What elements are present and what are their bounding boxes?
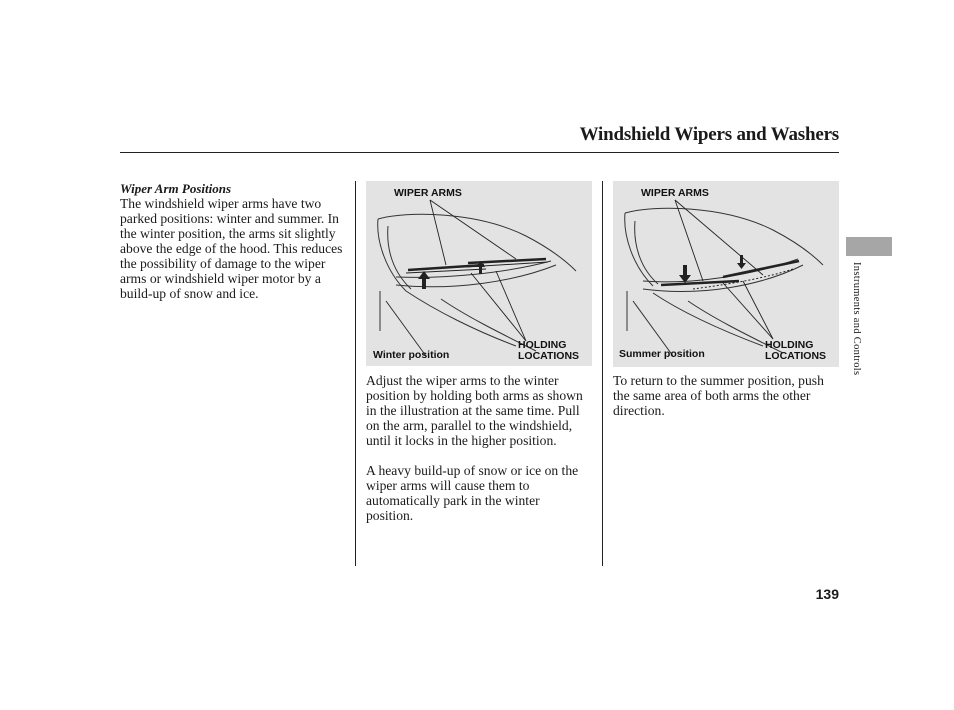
holding-label-line1: HOLDING bbox=[765, 339, 814, 351]
holding-label-line2: LOCATIONS bbox=[765, 350, 827, 362]
page-title: Windshield Wipers and Washers bbox=[579, 124, 839, 145]
summer-instructions-paragraph: To return to the summer position, push the same area of both arms the other direction. bbox=[613, 373, 824, 418]
page-number: 139 bbox=[815, 586, 839, 602]
holding-label-line2: LOCATIONS bbox=[518, 350, 580, 362]
column-divider-2 bbox=[602, 181, 603, 566]
section-tab-marker bbox=[846, 237, 892, 256]
summer-instructions-column bbox=[613, 373, 839, 418]
winter-position-caption: Winter position bbox=[373, 349, 450, 361]
summer-position-illustration bbox=[613, 181, 839, 367]
header-divider bbox=[120, 152, 839, 153]
holding-label-line1: HOLDING bbox=[518, 339, 567, 351]
intro-paragraph: The windshield wiper arms have two parked positions: winter and summer. In the winter position, the arms sit slightly above the edge of the hood. This reduces the possibility of damage to the wiper arms or windshield wiper motor by a build-up of snow and ice. bbox=[120, 196, 343, 301]
wiper-arms-label: WIPER ARMS bbox=[641, 187, 709, 199]
wiper-arms-label: WIPER ARMS bbox=[394, 187, 462, 199]
intro-column bbox=[120, 181, 352, 301]
winter-instructions-column bbox=[366, 373, 590, 523]
section-subheading: Wiper Arm Positions bbox=[120, 181, 232, 196]
column-divider-1 bbox=[355, 181, 356, 566]
summer-position-caption: Summer position bbox=[619, 348, 705, 360]
section-tab-label: Instruments and Controls bbox=[851, 262, 862, 376]
snow-buildup-paragraph: A heavy build-up of snow or ice on the wiper arms will cause them to automatically park in the winter position. bbox=[366, 463, 579, 523]
winter-position-illustration bbox=[366, 181, 592, 366]
winter-instructions-paragraph: Adjust the wiper arms to the winter position by holding both arms as shown in the illustration at the same time. Pull on the arm, parallel to the windshield, until it locks in the higher position. bbox=[366, 373, 583, 448]
